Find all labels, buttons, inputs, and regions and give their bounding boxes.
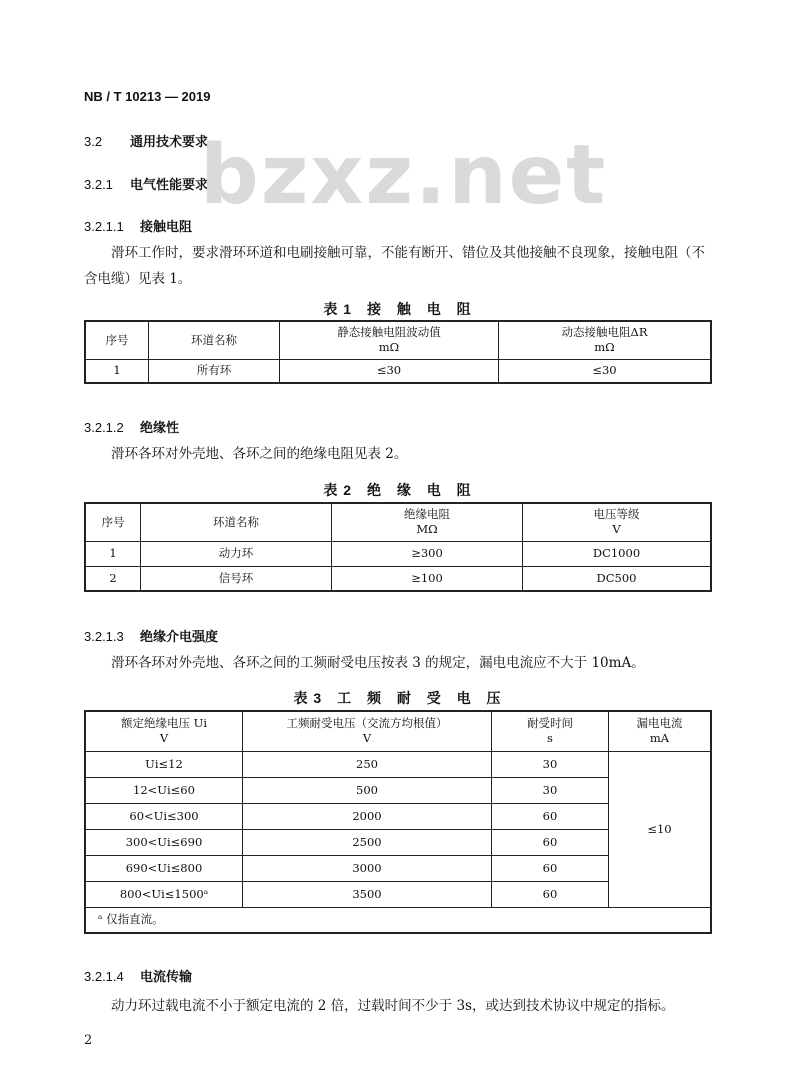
header-cell: 静态接触电阻波动值 mΩ [280, 321, 499, 359]
table3-caption: 表3 工 频 耐 受 电 压 [293, 690, 507, 706]
header-cell: 序号 [85, 321, 149, 359]
table-footnote: ᵃ 仅指直流。 [85, 907, 711, 933]
table-cell: 60 [492, 829, 609, 855]
paragraph-line: 滑环各环对外壳地、各环之间的工频耐受电压按表 3 的规定，漏电电流应不大于 10mA。 [111, 655, 645, 671]
standard-code: NB / T 10213 — 2019 [84, 89, 211, 104]
heading-number: 3.2.1 [84, 177, 113, 192]
header-cell: 额定绝缘电压 Ui V [85, 711, 243, 751]
header-cell: 动态接触电阻ΔR mΩ [499, 321, 712, 359]
table2 [84, 502, 712, 592]
heading-3-2-1-1 [84, 216, 192, 235]
page-number: 2 [84, 1033, 93, 1048]
header-cell: 电压等级 V [523, 503, 712, 541]
table-cell: 30 [492, 751, 609, 777]
watermark: bzxz.net [200, 128, 608, 223]
header-cell: 漏电电流 mA [609, 711, 712, 751]
leakage-current-cell: ≤10 [609, 751, 712, 907]
header-cell: 绝缘电阻 MΩ [332, 503, 523, 541]
table-footnote-row [85, 907, 711, 933]
table-cell: 2 [85, 566, 141, 591]
table-cell: 300<Ui≤690 [85, 829, 243, 855]
paragraph-dielectric-strength [84, 650, 716, 676]
paragraph-contact-resistance [84, 240, 716, 292]
table-cell: ≤30 [499, 359, 712, 383]
heading-title: 电气性能要求 [130, 177, 209, 192]
table-row [85, 359, 711, 383]
table-cell: 动力环 [141, 541, 332, 566]
table1-caption: 表1 接 触 电 阻 [323, 301, 477, 317]
table-cell: 60 [492, 803, 609, 829]
table-cell: ≥300 [332, 541, 523, 566]
table1 [84, 320, 712, 384]
heading-3-2-1-3 [84, 626, 218, 645]
paragraph-line: 含电缆）见表 1。 [84, 271, 192, 287]
paragraph-line: 滑环各环对外壳地、各环之间的绝缘电阻见表 2。 [111, 446, 408, 462]
table-cell: Ui≤12 [85, 751, 243, 777]
table-cell: 3500 [243, 881, 492, 907]
table-header-row [85, 503, 711, 541]
heading-3-2-1 [84, 174, 208, 193]
heading-title: 电流传输 [140, 969, 193, 984]
table-cell: ≤30 [280, 359, 499, 383]
table-cell: 500 [243, 777, 492, 803]
table-cell: 3000 [243, 855, 492, 881]
heading-number: 3.2.1.4 [84, 969, 124, 984]
header-cell: 工频耐受电压（交流方均根值） V [243, 711, 492, 751]
table-row [85, 541, 711, 566]
table-cell: 250 [243, 751, 492, 777]
table-cell: 30 [492, 777, 609, 803]
table-row [85, 751, 711, 777]
header-cell: 耐受时间 s [492, 711, 609, 751]
paragraph-current-transmission [84, 993, 716, 1019]
table2-caption: 表2 绝 缘 电 阻 [323, 482, 477, 498]
table-cell: 2500 [243, 829, 492, 855]
heading-number: 3.2.1.3 [84, 629, 124, 644]
heading-title: 接触电阻 [140, 219, 193, 234]
table-cell: 60<Ui≤300 [85, 803, 243, 829]
table-cell: 690<Ui≤800 [85, 855, 243, 881]
table-cell: 60 [492, 855, 609, 881]
table-cell: 12<Ui≤60 [85, 777, 243, 803]
table-cell: DC1000 [523, 541, 712, 566]
heading-title: 通用技术要求 [130, 134, 209, 149]
heading-3-2-1-2 [84, 417, 179, 436]
table-row [85, 566, 711, 591]
table-cell: 800<Ui≤1500ᵃ [85, 881, 243, 907]
table-cell: 1 [85, 541, 141, 566]
heading-title: 绝缘介电强度 [140, 629, 219, 644]
table-header-row [85, 711, 711, 751]
table-cell: 2000 [243, 803, 492, 829]
table-cell: 1 [85, 359, 149, 383]
heading-number: 3.2.1.2 [84, 420, 124, 435]
table-cell: DC500 [523, 566, 712, 591]
heading-number: 3.2 [84, 134, 103, 149]
table-header-row [85, 321, 711, 359]
table-cell: 60 [492, 881, 609, 907]
table-cell: ≥100 [332, 566, 523, 591]
heading-number: 3.2.1.1 [84, 219, 124, 234]
table-cell: 信号环 [141, 566, 332, 591]
heading-3-2 [84, 131, 208, 150]
heading-title: 绝缘性 [140, 420, 180, 435]
header-cell: 环道名称 [141, 503, 332, 541]
paragraph-insulation [84, 441, 716, 467]
header-cell: 序号 [85, 503, 141, 541]
table-cell: 所有环 [149, 359, 280, 383]
heading-3-2-1-4 [84, 966, 192, 985]
header-cell: 环道名称 [149, 321, 280, 359]
paragraph-line: 滑环工作时，要求滑环环道和电刷接触可靠，不能有断开、错位及其他接触不良现象，接触电阻（不 [111, 245, 705, 261]
paragraph-line: 动力环过载电流不小于额定电流的 2 倍，过载时间不少于 3s，或达到技术协议中规定的指标。 [111, 998, 675, 1014]
table3 [84, 710, 712, 934]
